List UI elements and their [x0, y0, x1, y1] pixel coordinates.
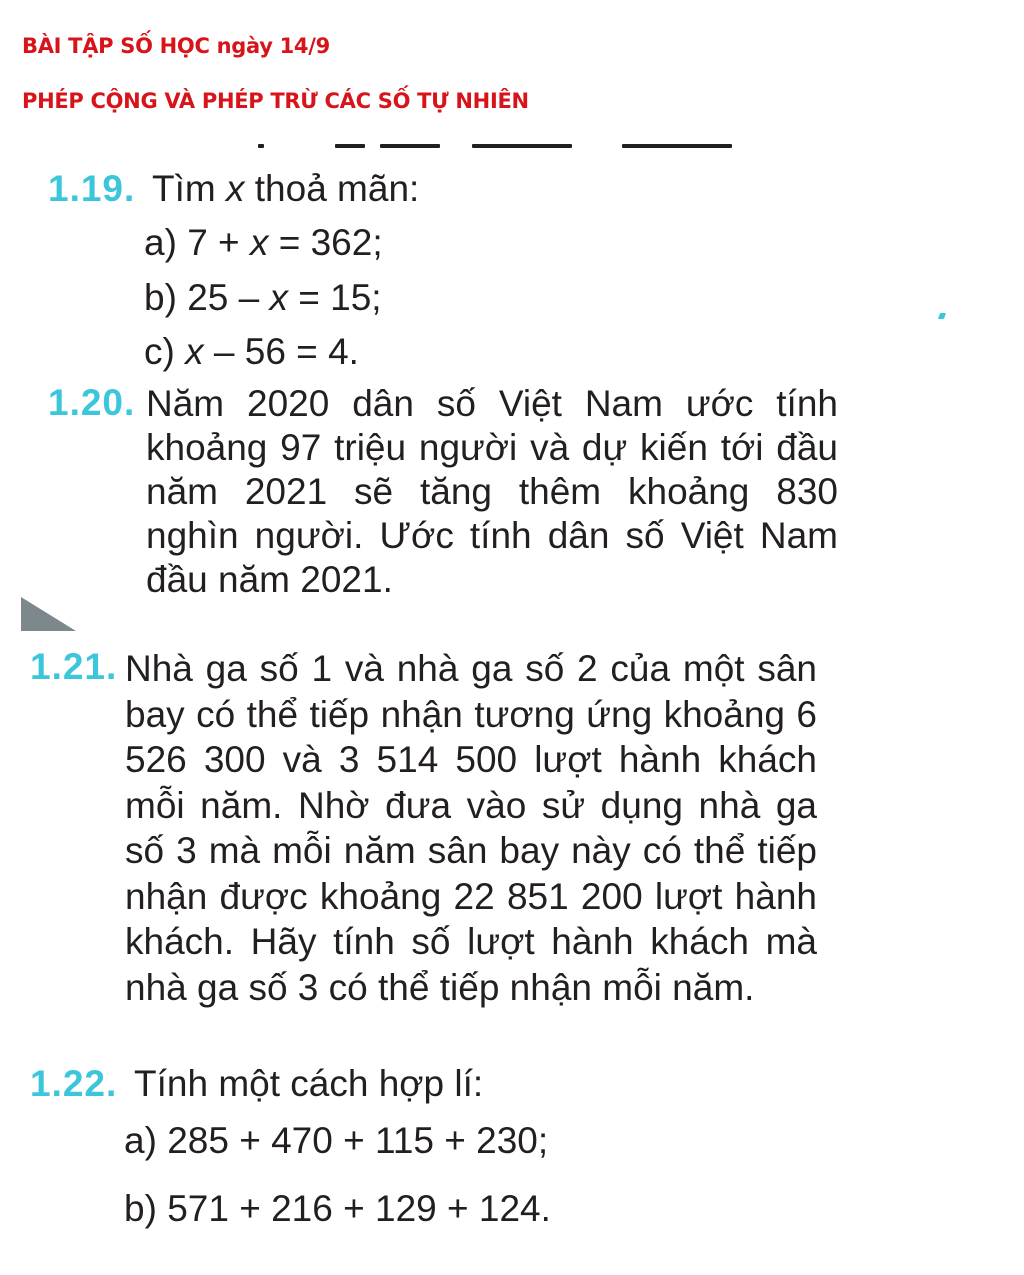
problem-number: 1.21.	[30, 646, 118, 687]
problem-text: Năm 2020 dân số Việt Nam ước tính khoảng 97 triệu người và dự kiến tới đầu năm 2021 sẽ tăng thêm khoảng 830 nghìn người. Ước tính dân số Việt Nam đầu năm 2021.	[146, 383, 838, 600]
page-subtitle: PHÉP CỘNG VÀ PHÉP TRỪ CÁC SỐ TỰ NHIÊN	[22, 89, 529, 113]
decorative-triangle	[21, 597, 76, 631]
problem-1-21	[30, 646, 830, 1056]
exercise-item-b: b) 25 – x = 15;	[144, 277, 382, 318]
exercise-item-a: a) 7 + x = 362;	[144, 222, 383, 263]
problem-prompt: Tính một cách hợp lí:	[134, 1063, 484, 1104]
problem-number: 1.22.	[30, 1063, 118, 1104]
cropped-text-remnant	[240, 136, 740, 152]
problem-1-20	[48, 382, 848, 602]
problem-1-22	[30, 1063, 830, 1233]
problem-number: 1.20.	[48, 382, 136, 423]
page-title: BÀI TẬP SỐ HỌC ngày 14/9	[22, 34, 330, 58]
exercise-item-a: a) 285 + 470 + 115 + 230;	[124, 1120, 549, 1161]
problem-text: Nhà ga số 1 và nhà ga số 2 của một sân bay có thể tiếp nhận tương ứng khoảng 6 526 300 và 3 514 500 lượt hành khách mỗi năm. Nhờ đưa vào sử dụng nhà ga số 3 mà mỗi năm sân bay này có thể tiếp nhận được khoảng 22 851 200 lượt hành khách. Hãy tính số lượt hành khách mà nhà ga số 3 có thể tiếp nhận mỗi năm.	[125, 648, 817, 1008]
problem-number: 1.19.	[48, 168, 136, 209]
exercise-item-c: c) x – 56 = 4.	[144, 331, 359, 372]
exercise-item-b: b) 571 + 216 + 129 + 124.	[124, 1188, 551, 1229]
problem-prompt: Tìm x thoả mãn:	[152, 168, 420, 209]
problem-1-19	[48, 168, 948, 378]
